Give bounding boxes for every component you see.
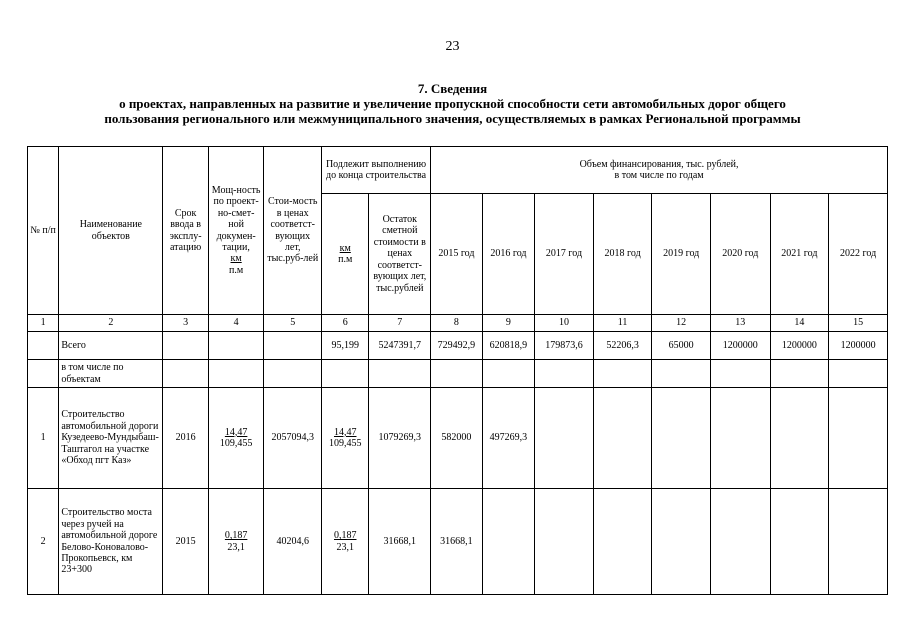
header-power-text: Мощ-ность по проект-но-смет-ной докумен-тации, bbox=[211, 184, 261, 253]
header-power-unit-km: км bbox=[230, 253, 242, 265]
cell-empty bbox=[829, 489, 888, 595]
page-number: 23 bbox=[445, 39, 460, 54]
table-row bbox=[28, 489, 888, 595]
cell-empty bbox=[652, 489, 711, 595]
column-numbers-row bbox=[28, 315, 888, 332]
header-subject: Подлежит выполнению до конца строительства bbox=[322, 147, 431, 194]
heading-number: 7 bbox=[417, 81, 425, 96]
cell-empty bbox=[535, 388, 594, 489]
table-row bbox=[28, 388, 888, 489]
col-number: 3 bbox=[163, 315, 208, 332]
total-km: 95,199 bbox=[322, 332, 369, 360]
header-year-2015: 2015 год bbox=[431, 194, 483, 315]
header-year-2018: 2018 год bbox=[593, 194, 652, 315]
cell-empty bbox=[652, 360, 711, 388]
row-num: 2 bbox=[28, 489, 59, 595]
header-year-2021: 2021 год bbox=[770, 194, 829, 315]
cell-empty bbox=[163, 332, 208, 360]
header-subject-km-bottom: п.м bbox=[338, 254, 353, 265]
row-subject-km-bottom: 109,455 bbox=[328, 438, 362, 449]
header-name: Наименование объектов bbox=[59, 147, 163, 315]
cell-empty bbox=[770, 360, 829, 388]
cell-empty bbox=[163, 360, 208, 388]
col-number: 12 bbox=[652, 315, 711, 332]
cell-empty bbox=[535, 489, 594, 595]
row-subject-km bbox=[322, 388, 369, 489]
cell-empty bbox=[770, 388, 829, 489]
col-number: 7 bbox=[369, 315, 431, 332]
total-2015: 729492,9 bbox=[431, 332, 483, 360]
row-subject-km bbox=[322, 489, 369, 595]
row-name: Строительство автомобильной дороги Кузедеево-Мундыбаш-Таштагол на участке «Обход пгт Каз» bbox=[59, 388, 163, 489]
row-power-pm: 23,1 bbox=[227, 541, 245, 553]
header-funding-line2: в том числе по годам bbox=[614, 170, 704, 181]
total-remain: 5247391,7 bbox=[369, 332, 431, 360]
row-cost: 2057094,3 bbox=[264, 388, 322, 489]
total-2021: 1200000 bbox=[770, 332, 829, 360]
row-power-pm: 109,455 bbox=[219, 438, 253, 449]
cell-empty bbox=[431, 360, 483, 388]
header-funding-line1: Объем финансирования, тыс. рублей, bbox=[579, 158, 739, 170]
total-label: Всего bbox=[59, 332, 163, 360]
cell-empty bbox=[710, 360, 770, 388]
row-num: 1 bbox=[28, 388, 59, 489]
col-number: 10 bbox=[535, 315, 594, 332]
document-heading bbox=[0, 81, 905, 126]
row-2016 bbox=[482, 489, 535, 595]
total-row bbox=[28, 332, 888, 360]
row-subject-km-top: 0,187 bbox=[333, 530, 357, 542]
header-subject-km-top: км bbox=[339, 242, 351, 254]
col-number: 2 bbox=[59, 315, 163, 332]
cell-empty bbox=[593, 388, 652, 489]
row-remain: 31668,1 bbox=[369, 489, 431, 595]
header-subject-km bbox=[322, 194, 369, 315]
header-remain: Остаток сметной стоимости в ценах соответст-вующих лет, тыс.рублей bbox=[369, 194, 431, 315]
heading-title bbox=[0, 81, 905, 96]
row-subject-km-bottom: 23,1 bbox=[336, 541, 354, 553]
row-subject-km-top: 14,47 bbox=[333, 426, 357, 438]
header-power bbox=[208, 147, 264, 315]
col-number: 8 bbox=[431, 315, 483, 332]
total-2022: 1200000 bbox=[829, 332, 888, 360]
cell-empty bbox=[482, 360, 535, 388]
row-power bbox=[208, 388, 264, 489]
col-number: 14 bbox=[770, 315, 829, 332]
cell-empty bbox=[369, 360, 431, 388]
col-number: 1 bbox=[28, 315, 59, 332]
header-year-2016: 2016 год bbox=[482, 194, 535, 315]
cell-empty bbox=[593, 489, 652, 595]
row-remain: 1079269,3 bbox=[369, 388, 431, 489]
cell-empty bbox=[208, 332, 264, 360]
row-power-km: 14,47 bbox=[224, 426, 248, 438]
header-year-2019: 2019 год bbox=[652, 194, 711, 315]
header-year-2020: 2020 год bbox=[710, 194, 770, 315]
cell-empty bbox=[28, 360, 59, 388]
row-2016: 497269,3 bbox=[482, 388, 535, 489]
header-num: № п/п bbox=[28, 147, 59, 315]
header-year-2022: 2022 год bbox=[829, 194, 888, 315]
header-row-1 bbox=[28, 147, 888, 194]
row-term: 2016 bbox=[163, 388, 208, 489]
cell-empty bbox=[652, 388, 711, 489]
cell-empty bbox=[535, 360, 594, 388]
cell-empty bbox=[593, 360, 652, 388]
row-2015: 31668,1 bbox=[431, 489, 483, 595]
col-number: 4 bbox=[208, 315, 264, 332]
subheader-label: в том числе по объектам bbox=[59, 360, 163, 388]
row-2015: 582000 bbox=[431, 388, 483, 489]
subheader-row bbox=[28, 360, 888, 388]
col-number: 13 bbox=[710, 315, 770, 332]
col-number: 5 bbox=[264, 315, 322, 332]
cell-empty bbox=[264, 332, 322, 360]
cell-empty bbox=[829, 388, 888, 489]
cell-empty bbox=[208, 360, 264, 388]
header-power-unit-pm: п.м bbox=[229, 264, 244, 276]
header-funding bbox=[431, 147, 888, 194]
header-term: Срок ввода в эксплу-атацию bbox=[163, 147, 208, 315]
cell-empty bbox=[710, 489, 770, 595]
col-number: 15 bbox=[829, 315, 888, 332]
projects-table bbox=[27, 146, 888, 595]
row-power bbox=[208, 489, 264, 595]
col-number: 11 bbox=[593, 315, 652, 332]
row-name: Строительство моста через ручей на автомобильной дороге Белово-Коновалово-Прокопьевск, км 23+300 bbox=[59, 489, 163, 595]
cell-empty bbox=[710, 388, 770, 489]
total-2018: 52206,3 bbox=[593, 332, 652, 360]
col-number: 6 bbox=[322, 315, 369, 332]
heading-title-text: . Сведения bbox=[424, 81, 488, 96]
header-cost: Стои-мость в ценах соответст-вующих лет, тыс.руб-лей bbox=[264, 147, 322, 315]
heading-subtitle-line1: о проектах, направленных на развитие и увеличение пропускной способности сети автомобильных дорог общего bbox=[119, 96, 786, 111]
row-term: 2015 bbox=[163, 489, 208, 595]
cell-empty bbox=[770, 489, 829, 595]
row-cost: 40204,6 bbox=[264, 489, 322, 595]
total-2019: 65000 bbox=[652, 332, 711, 360]
col-number: 9 bbox=[482, 315, 535, 332]
cell-empty bbox=[829, 360, 888, 388]
total-2017: 179873,6 bbox=[535, 332, 594, 360]
cell-empty bbox=[322, 360, 369, 388]
header-year-2017: 2017 год bbox=[535, 194, 594, 315]
cell-empty bbox=[28, 332, 59, 360]
total-2020: 1200000 bbox=[710, 332, 770, 360]
heading-subtitle-line2: пользования регионального или межмуниципального значения, осуществляемых в рамках Региональной программы bbox=[104, 111, 801, 126]
total-2016: 620818,9 bbox=[482, 332, 535, 360]
row-power-km: 0,187 bbox=[224, 530, 248, 542]
cell-empty bbox=[264, 360, 322, 388]
